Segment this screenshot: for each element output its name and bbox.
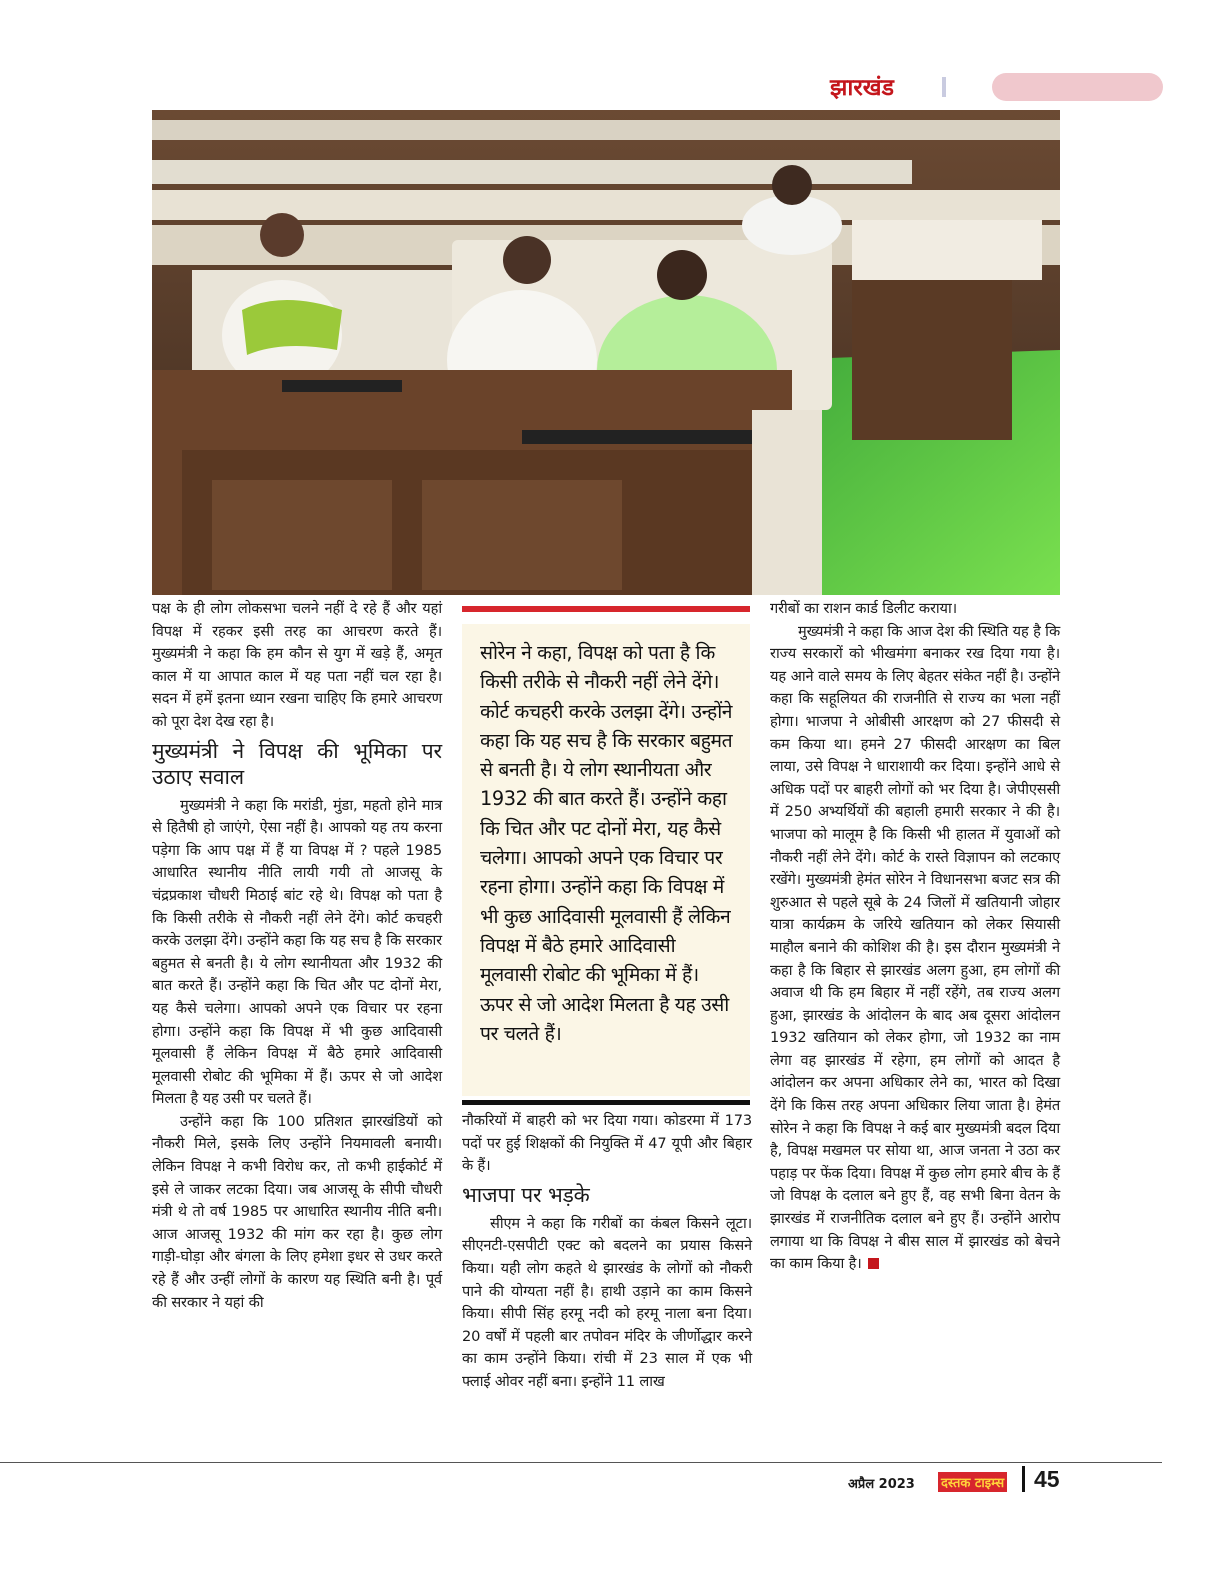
paragraph-text: पक्ष के ही लोग लोकसभा चलने नहीं दे रहे हैं और यहां विपक्ष में रहकर इसी तरह का आचरण करते हैं। मुख्यमंत्री ने कहा कि हम कौन से युग में खड़े हैं, अमृत काल में या आपात काल में यह पता नहीं चल रहा है। सदन में हमें इतना ध्यान रखना चाहिए कि हमारे आचरण को पूरा देश देख रहा है।	[152, 600, 442, 730]
paragraph	[152, 598, 442, 734]
paragraph	[770, 598, 1060, 621]
page-number: 45	[1034, 1466, 1060, 1492]
paragraph-text: भाजपा पर भड़के	[462, 1182, 590, 1207]
section-title: झारखंड	[830, 75, 894, 101]
subheading	[152, 738, 442, 790]
assembly-photo	[152, 110, 1060, 595]
paragraph-text: सीएम ने कहा कि गरीबों का कंबल किसने लूटा। सीएनटी-एसपीटी एक्ट को बदलने का प्रयास किसने किया। यही लोग कहते थे झारखंड के लोगों को नौकरी पाने की योग्यता नहीं है। हाथी उड़ाने का काम किसने किया। सीपी सिंह हरमू नदी को हरमू नाला बना दिया। 20 वर्षों में पहली बार तपोवन मंदिर के जीर्णोद्धार करने का काम उन्होंने किया। रांची में 23 साल में एक भी फ्लाई ओवर नहीं बना। इन्होंने 11 लाख	[462, 1214, 752, 1390]
pullquote-bottom-rule	[462, 1100, 750, 1105]
issue-month: अप्रैल 2023	[848, 1477, 915, 1492]
pullquote: सोरेन ने कहा, विपक्ष को पता है कि किसी तरीके से नौकरी नहीं लेने देंगे। कोर्ट कचहरी करके उलझा देंगे। उन्होंने कहा कि यह सच है कि सरकार बहुमत से बनती है। ये लोग स्थानीयता और 1932 की बात करते हैं। उन्होंने कहा कि चित और पट दोनों मेरा, यह कैसे चलेगा। आपको अपने एक विचार पर रहना होगा। उन्होंने कहा कि विपक्ष में भी कुछ आदिवासी मूलवासी हैं लेकिन विपक्ष में बैठे हमारे आदिवासी मूलवासी रोबोट की भूमिका में हैं। ऊपर से जो आदेश मिलता है यह उसी पर चलते हैं।	[462, 624, 750, 1096]
paragraph-text: उन्होंने कहा कि 100 प्रतिशत झारखंडियों को नौकरी मिले, इसके लिए उन्होंने नियमावली बनायी। लेकिन विपक्ष ने कभी विरोध कर, तो कभी हाईकोर्ट में इसे ले जाकर लटका दिया। जब आजसू के सीपी चौधरी मंत्री थे तो वर्ष 1985 पर आधारित स्थानीय नीति बनी। आज आजसू 1932 की मांग कर रहा है। कुछ लोग गाड़ी-घोड़ा और बंगला के लिए हमेशा इधर से उधर करते रहे हैं और उन्हीं लोगों के कारण यह स्थिति बनी है। पूर्व की सरकार ने यहां की	[152, 1112, 442, 1311]
paragraph-text: मुख्यमंत्री ने विपक्ष की भूमिका पर उठाए सवाल	[152, 738, 442, 789]
header-pill-decoration	[992, 73, 1163, 101]
page-number-divider	[1022, 1466, 1025, 1492]
paragraph-text: मुख्यमंत्री ने कहा कि मरांडी, मुंडा, महतो होने मात्र से हितैषी हो जाएंगे, ऐसा नहीं है। आपको यह तय करना पड़ेगा कि आप पक्ष में हैं या विपक्ष में ? पहले 1985 आधारित स्थानीय नीति लायी गयी तो आजसू के चंद्रप्रकाश चौधरी मिठाई बांट रहे थे। विपक्ष को पता है कि किसी तरीके से नौकरी नहीं लेने देंगे। कोर्ट कचहरी करके उलझा देंगे। उन्होंने कहा कि यह सच है कि सरकार बहुमत से बनती है। ये लोग स्थानीयता और 1932 की बात करते हैं। उन्होंने कहा कि चित और पट दोनों मेरा, यह कैसे चलेगा। आपको अपने एक विचार पर रहना होगा। उन्होंने कहा कि विपक्ष में भी कुछ आदिवासी मूलवासी हैं लेकिन विपक्ष में बैठे हमारे आदिवासी मूलवासी रोबोट की भूमिका में हैं। ऊपर से जो आदेश मिलता है यह उसी पर चलते हैं।	[152, 796, 442, 1108]
header-divider	[942, 77, 946, 97]
paragraph	[462, 1213, 752, 1394]
paragraph	[770, 621, 1060, 1276]
subheading	[462, 1182, 752, 1208]
article-column-3	[770, 598, 1060, 1276]
paragraph	[462, 1110, 752, 1178]
pullquote-top-rule	[462, 606, 750, 612]
article-column-1	[152, 598, 442, 1314]
paragraph-text: नौकरियों में बाहरी को भर दिया गया। कोडरमा में 173 पदों पर हुई शिक्षकों की नियुक्ति में 47 यूपी और बिहार के हैं।	[462, 1112, 752, 1175]
paragraph	[152, 1111, 442, 1314]
magazine-logo: दस्तक टाइम्स	[938, 1472, 1007, 1492]
paragraph	[152, 795, 442, 1111]
paragraph-text: गरीबों का राशन कार्ड डिलीट कराया।	[770, 600, 958, 617]
paragraph-text: मुख्यमंत्री ने कहा कि आज देश की स्थिति यह है कि राज्य सरकारों को भीखमंगा बनाकर रख दिया गया है। यह आने वाले समय के लिए बेहतर संकेत नहीं है। उन्होंने कहा कि सहूलियत की राजनीति से राज्य का भला नहीं होगा। भाजपा ने ओबीसी आरक्षण को 27 फीसदी से कम किया था। हमने 27 फीसदी आरक्षण का बिल लाया, उसे विपक्ष ने धाराशायी कर दिया। इन्होंने आधे से अधिक पदों पर बाहरी लोगों को भर दिया है। जेपीएससी में 250 अभ्यर्थियों की बहाली हमारी सरकार ने की है। भाजपा को मालूम है कि किसी भी हालत में युवाओं को नौकरी नहीं लेने देंगे। कोर्ट के रास्ते विज्ञापन को लटकाए रखेंगे। मुख्यमंत्री हेमंत सोरेन ने विधानसभा बजट सत्र की शुरुआत से पहले सूबे के 24 जिलों में खतियानी जोहार यात्रा कार्यक्रम के जरिये खतियान को लेकर सियासी माहौल बनाने की कोशिश की है। इस दौरान मुख्यमंत्री ने कहा है कि बिहार से झारखंड अलग हुआ, हम लोगों की अवाज थी कि हम बिहार में नहीं रहेंगे, तब राज्य अलग हुआ, झारखंड के आंदोलन के बाद अब दूसरा आंदोलन 1932 खतियान को लेकर होगा, जो 1932 का नाम लेगा वह झारखंड में रहेगा, हम लोगों को आदत है आंदोलन कर अपना अधिकार लेने का, भारत को दिखा देंगे कि किस तरह अपना अधिकार लिया जाता है। हेमंत सोरेन ने कहा कि विपक्ष ने कई बार मुख्यमंत्री बदल दिया है, विपक्ष मखमल पर सोया था, आज जनता ने उठा कर पहाड़ पर फेंक दिया। विपक्ष में कुछ लोग हमारे बीच के हैं जो विपक्ष के दलाल बने हुए हैं, वह सभी बिना वेतन के झारखंड में राजनीतिक दलाल बने हुए हैं। उन्होंने आरोप लगाया था कि विपक्ष ने बीस साल में झारखंड को बेचने का काम किया है।	[770, 622, 1060, 1273]
article-column-2	[462, 1110, 752, 1394]
end-mark-icon	[868, 1258, 879, 1269]
footer-rule	[0, 1462, 1162, 1463]
